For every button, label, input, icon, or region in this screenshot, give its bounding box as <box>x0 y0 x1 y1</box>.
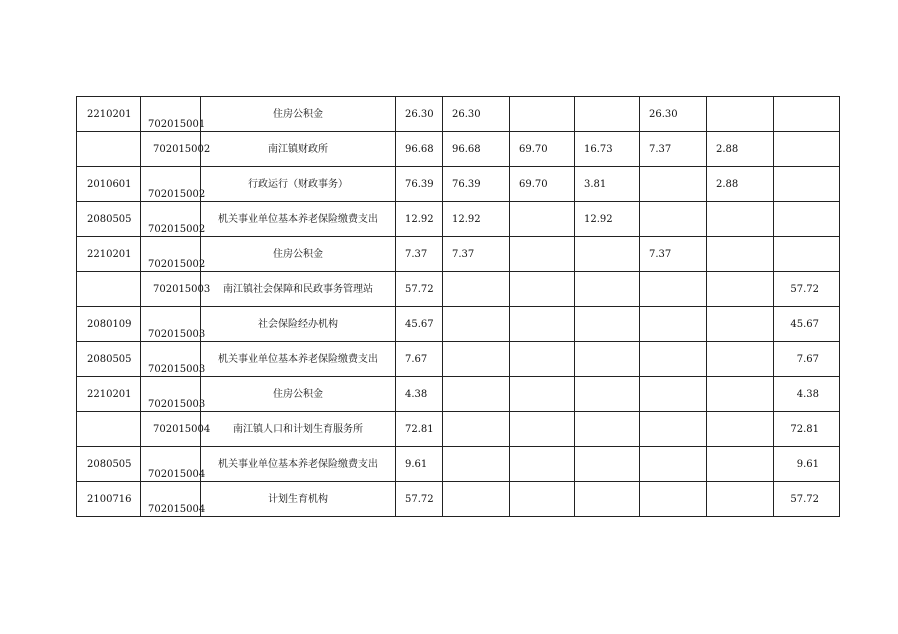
unit-code: 702015004 <box>153 424 211 435</box>
unit-code-cell <box>141 237 206 272</box>
amount-value: 12.92 <box>584 214 613 225</box>
function-code: 2080505 <box>87 214 132 225</box>
function-code-cell <box>77 377 141 412</box>
function-code: 2080505 <box>87 354 132 365</box>
amount-cell <box>707 482 774 517</box>
function-code: 2080505 <box>87 459 132 470</box>
amount-cell <box>774 342 840 377</box>
amount-cell <box>443 272 510 307</box>
amount-cell <box>575 342 640 377</box>
table-row <box>77 272 840 307</box>
amount-cell <box>396 132 443 167</box>
item-name: 南江镇人口和计划生育服务所 <box>233 424 363 435</box>
amount-value: 2.88 <box>716 179 739 190</box>
amount-cell <box>510 307 575 342</box>
function-code-cell <box>77 272 141 307</box>
amount-value: 57.72 <box>790 494 819 505</box>
amount-value: 45.67 <box>405 319 434 330</box>
item-name-cell <box>201 482 396 517</box>
unit-code-cell <box>141 132 211 167</box>
table-row <box>77 342 840 377</box>
function-code-cell <box>77 342 141 377</box>
amount-cell <box>396 412 443 447</box>
unit-code: 702015002 <box>153 144 211 155</box>
amount-cell <box>510 237 575 272</box>
unit-code-cell <box>141 202 206 237</box>
function-code: 2010601 <box>87 179 132 190</box>
item-name-cell <box>201 377 396 412</box>
function-code: 2210201 <box>87 109 132 120</box>
item-name-cell <box>201 202 396 237</box>
amount-cell <box>443 167 510 202</box>
amount-cell <box>575 237 640 272</box>
unit-code-cell <box>141 447 206 482</box>
amount-cell <box>707 132 774 167</box>
amount-value: 12.92 <box>405 214 434 225</box>
amount-cell <box>443 412 510 447</box>
amount-cell <box>510 482 575 517</box>
function-code-cell <box>77 447 141 482</box>
amount-value: 72.81 <box>790 424 819 435</box>
amount-value: 96.68 <box>405 144 434 155</box>
unit-code-cell <box>141 482 206 517</box>
amount-value: 4.38 <box>405 389 428 400</box>
amount-cell <box>510 167 575 202</box>
unit-code-cell <box>141 307 206 342</box>
unit-code: 702015002 <box>148 259 206 270</box>
amount-cell <box>640 202 707 237</box>
amount-cell <box>707 307 774 342</box>
amount-cell <box>707 412 774 447</box>
amount-value: 69.70 <box>519 144 548 155</box>
amount-cell <box>443 202 510 237</box>
amount-cell <box>575 132 640 167</box>
unit-code-cell <box>141 412 211 447</box>
amount-value: 7.37 <box>452 249 475 260</box>
function-code-cell <box>77 132 141 167</box>
function-code: 2210201 <box>87 249 132 260</box>
amount-cell <box>396 202 443 237</box>
function-code-cell <box>77 237 141 272</box>
amount-value: 2.88 <box>716 144 739 155</box>
unit-code-cell <box>141 342 206 377</box>
amount-cell <box>640 167 707 202</box>
function-code-cell <box>77 307 141 342</box>
amount-cell <box>707 167 774 202</box>
amount-cell <box>707 447 774 482</box>
amount-value: 3.81 <box>584 179 607 190</box>
budget-table <box>76 96 840 517</box>
function-code-cell <box>77 167 141 202</box>
unit-code-cell <box>141 97 206 132</box>
amount-value: 57.72 <box>790 284 819 295</box>
amount-cell <box>396 377 443 412</box>
amount-cell <box>774 167 840 202</box>
unit-code-cell <box>141 167 206 202</box>
amount-cell <box>396 342 443 377</box>
amount-cell <box>640 237 707 272</box>
amount-cell <box>510 412 575 447</box>
amount-cell <box>575 97 640 132</box>
unit-code: 702015004 <box>148 504 206 515</box>
amount-value: 7.37 <box>405 249 428 260</box>
table-row <box>77 167 840 202</box>
amount-cell <box>774 307 840 342</box>
amount-cell <box>510 447 575 482</box>
unit-code-cell <box>141 272 211 307</box>
amount-cell <box>443 237 510 272</box>
item-name: 南江镇财政所 <box>268 144 328 155</box>
amount-cell <box>510 132 575 167</box>
amount-value: 26.30 <box>405 109 434 120</box>
amount-cell <box>774 447 840 482</box>
amount-cell <box>707 272 774 307</box>
amount-cell <box>443 482 510 517</box>
amount-cell <box>396 237 443 272</box>
amount-cell <box>640 447 707 482</box>
amount-cell <box>575 412 640 447</box>
table-row <box>77 237 840 272</box>
item-name-cell <box>201 447 396 482</box>
table-row <box>77 132 840 167</box>
amount-cell <box>707 237 774 272</box>
amount-cell <box>774 237 840 272</box>
unit-code-cell <box>141 377 206 412</box>
item-name-cell <box>201 237 396 272</box>
amount-value: 4.38 <box>796 389 819 400</box>
amount-value: 96.68 <box>452 144 481 155</box>
amount-value: 12.92 <box>452 214 481 225</box>
amount-cell <box>443 377 510 412</box>
amount-cell <box>443 132 510 167</box>
item-name: 住房公积金 <box>273 109 323 120</box>
amount-cell <box>396 97 443 132</box>
unit-code: 702015004 <box>148 469 206 480</box>
function-code-cell <box>77 202 141 237</box>
item-name-cell <box>201 167 396 202</box>
amount-cell <box>396 482 443 517</box>
item-name: 住房公积金 <box>273 389 323 400</box>
amount-value: 69.70 <box>519 179 548 190</box>
item-name: 社会保险经办机构 <box>258 319 338 330</box>
amount-cell <box>575 482 640 517</box>
function-code-cell <box>77 97 141 132</box>
amount-cell <box>774 132 840 167</box>
amount-cell <box>443 307 510 342</box>
amount-cell <box>774 482 840 517</box>
amount-value: 57.72 <box>405 494 434 505</box>
item-name-cell <box>201 132 396 167</box>
amount-value: 76.39 <box>452 179 481 190</box>
amount-cell <box>707 377 774 412</box>
amount-cell <box>510 202 575 237</box>
amount-cell <box>396 167 443 202</box>
table-row <box>77 482 840 517</box>
item-name-cell <box>201 272 396 307</box>
unit-code: 702015002 <box>148 224 206 235</box>
amount-cell <box>640 272 707 307</box>
unit-code: 702015001 <box>148 119 206 130</box>
amount-cell <box>396 447 443 482</box>
item-name: 住房公积金 <box>273 249 323 260</box>
amount-cell <box>575 307 640 342</box>
amount-value: 7.37 <box>649 249 672 260</box>
amount-cell <box>443 97 510 132</box>
function-code: 2210201 <box>87 389 132 400</box>
amount-cell <box>640 377 707 412</box>
amount-cell <box>443 342 510 377</box>
amount-value: 26.30 <box>649 109 678 120</box>
unit-code: 702015003 <box>148 364 206 375</box>
function-code: 2100716 <box>87 494 132 505</box>
budget-table-body <box>77 97 840 517</box>
amount-cell <box>774 377 840 412</box>
amount-cell <box>640 132 707 167</box>
amount-cell <box>774 97 840 132</box>
item-name: 计划生育机构 <box>268 494 328 505</box>
amount-cell <box>640 97 707 132</box>
table-row <box>77 307 840 342</box>
table-row <box>77 377 840 412</box>
amount-cell <box>640 307 707 342</box>
amount-value: 16.73 <box>584 144 613 155</box>
amount-cell <box>510 272 575 307</box>
amount-value: 57.72 <box>405 284 434 295</box>
amount-value: 72.81 <box>405 424 434 435</box>
unit-code: 702015003 <box>148 329 206 340</box>
amount-value: 7.67 <box>405 354 428 365</box>
item-name: 行政运行（财政事务） <box>248 179 348 190</box>
item-name-cell <box>201 307 396 342</box>
table-row <box>77 202 840 237</box>
amount-cell <box>575 167 640 202</box>
amount-value: 9.61 <box>796 459 819 470</box>
table-row <box>77 97 840 132</box>
item-name: 机关事业单位基本养老保险缴费支出 <box>218 354 378 365</box>
amount-cell <box>575 272 640 307</box>
amount-cell <box>510 97 575 132</box>
function-code-cell <box>77 482 141 517</box>
unit-code: 702015003 <box>148 399 206 410</box>
amount-cell <box>396 272 443 307</box>
amount-cell <box>774 272 840 307</box>
item-name: 南江镇社会保障和民政事务管理站 <box>223 284 373 295</box>
unit-code: 702015002 <box>148 189 206 200</box>
amount-cell <box>575 202 640 237</box>
item-name: 机关事业单位基本养老保险缴费支出 <box>218 214 378 225</box>
amount-cell <box>774 202 840 237</box>
table-row <box>77 447 840 482</box>
amount-value: 26.30 <box>452 109 481 120</box>
amount-cell <box>707 202 774 237</box>
function-code-cell <box>77 412 141 447</box>
amount-cell <box>443 447 510 482</box>
item-name-cell <box>201 412 396 447</box>
amount-value: 9.61 <box>405 459 428 470</box>
function-code: 2080109 <box>87 319 132 330</box>
amount-value: 76.39 <box>405 179 434 190</box>
amount-cell <box>510 342 575 377</box>
amount-cell <box>640 482 707 517</box>
amount-cell <box>707 342 774 377</box>
item-name-cell <box>201 342 396 377</box>
amount-cell <box>575 447 640 482</box>
amount-cell <box>774 412 840 447</box>
amount-cell <box>640 342 707 377</box>
item-name-cell <box>201 97 396 132</box>
amount-cell <box>510 377 575 412</box>
amount-cell <box>396 307 443 342</box>
table-row <box>77 412 840 447</box>
amount-cell <box>640 412 707 447</box>
amount-value: 45.67 <box>790 319 819 330</box>
unit-code: 702015003 <box>153 284 211 295</box>
amount-cell <box>575 377 640 412</box>
item-name: 机关事业单位基本养老保险缴费支出 <box>218 459 378 470</box>
amount-cell <box>707 97 774 132</box>
amount-value: 7.67 <box>796 354 819 365</box>
amount-value: 7.37 <box>649 144 672 155</box>
